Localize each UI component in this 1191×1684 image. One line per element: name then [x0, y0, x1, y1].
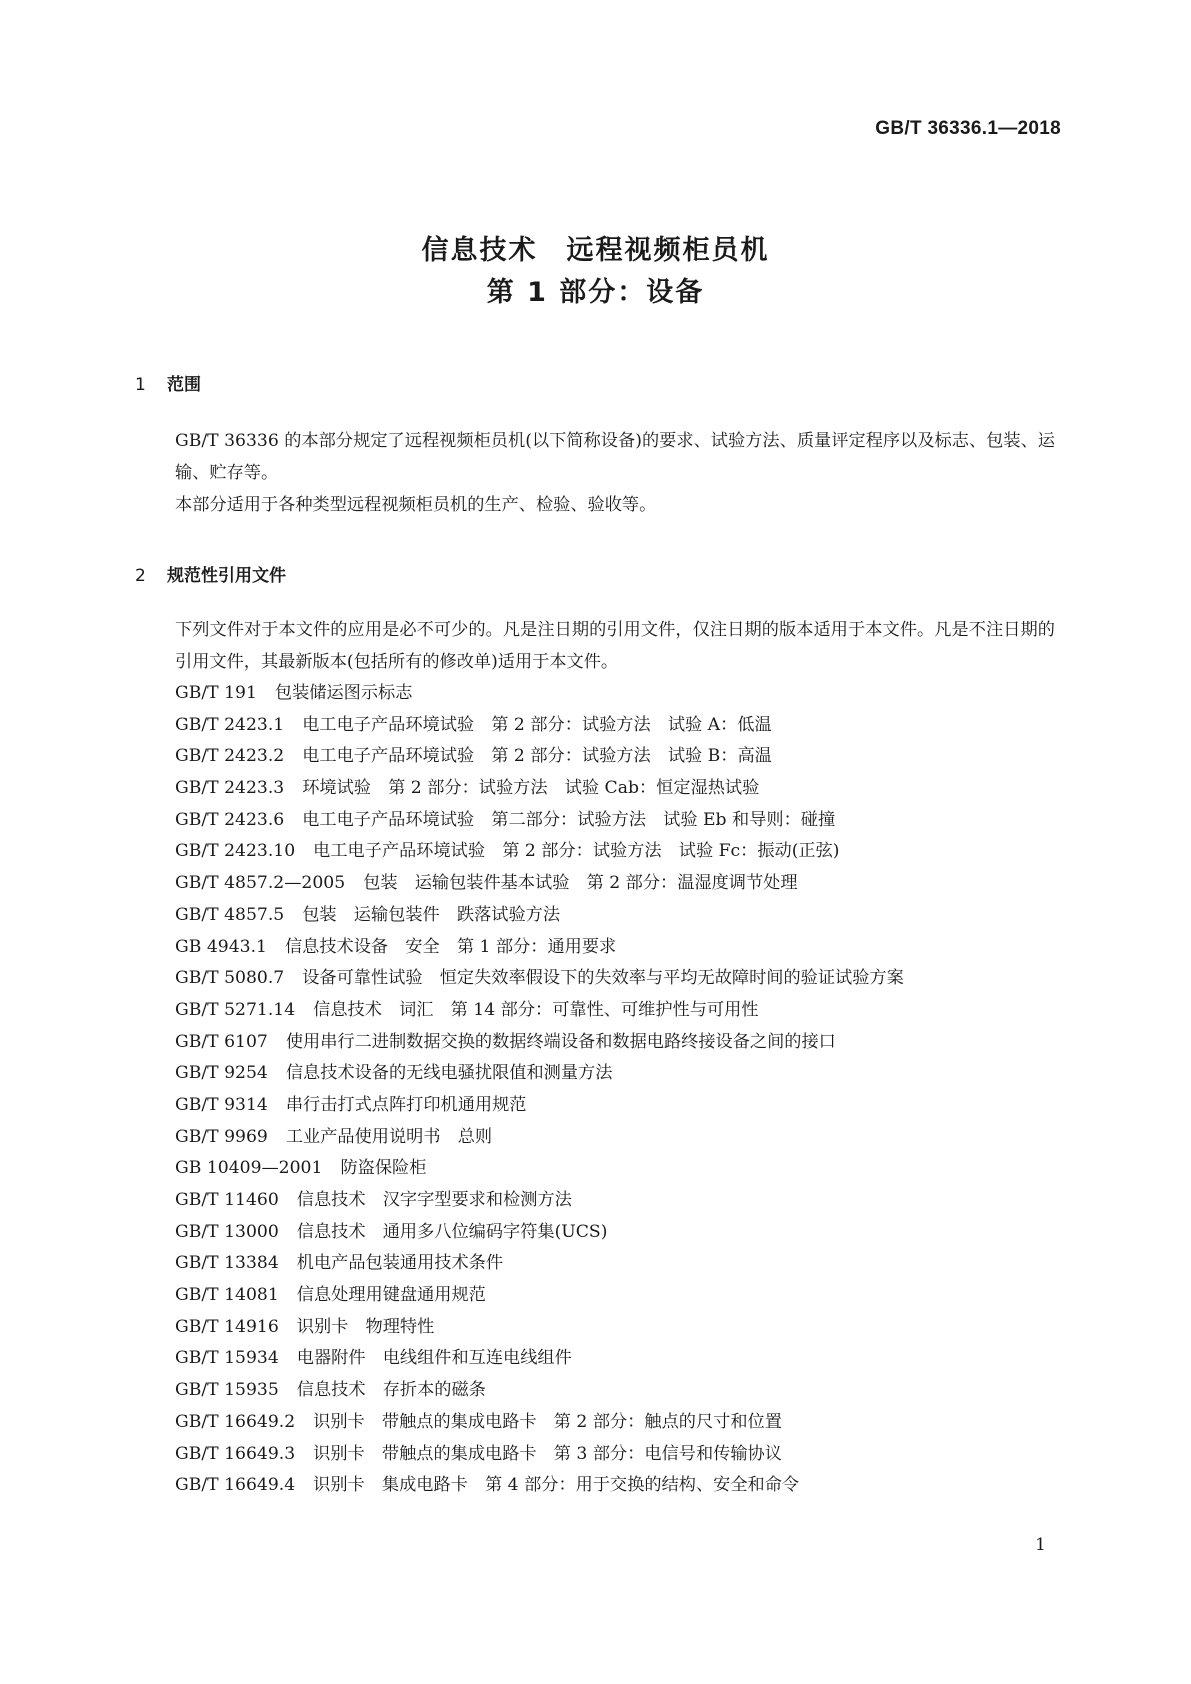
scope-paragraph-1: GB/T 36336 的本部分规定了远程视频柜员机(以下简称设备)的要求、试验方法、质量评定程序以及标志、包装、运输、贮存等。 — [175, 431, 1055, 483]
reference-title: 识别卡 带触点的集成电路卡 第 2 部分：触点的尺寸和位置 — [313, 1411, 782, 1432]
reference-item — [175, 710, 904, 742]
reference-title: 设备可靠性试验 恒定失效率假设下的失效率与平均无故障时间的验证试验方案 — [302, 968, 904, 989]
reference-code: GB/T 16649.4 — [175, 1475, 296, 1496]
reference-code: GB 10409—2001 — [175, 1158, 323, 1179]
reference-list — [175, 678, 904, 1502]
section-1-heading — [135, 370, 201, 395]
reference-code: GB/T 13000 — [175, 1221, 279, 1242]
reference-code: GB/T 2423.6 — [175, 809, 285, 830]
reference-code: GB/T 2423.2 — [175, 746, 285, 767]
reference-item — [175, 1312, 904, 1344]
reference-item — [175, 741, 904, 773]
reference-code: GB/T 191 — [175, 683, 257, 703]
document-title-line2: 第 1 部分：设备 — [486, 277, 705, 308]
reference-item — [175, 1185, 904, 1217]
reference-title: 识别卡 带触点的集成电路卡 第 3 部分：电信号和传输协议 — [313, 1443, 782, 1464]
reference-item — [175, 1439, 904, 1471]
reference-item — [175, 1027, 904, 1059]
reference-code: GB/T 11460 — [175, 1190, 279, 1210]
reference-title: 防盗保险柜 — [340, 1158, 427, 1179]
reference-title: 包装 运输包装件 跌落试验方法 — [302, 904, 561, 925]
reference-code: GB/T 6107 — [175, 1031, 268, 1052]
reference-item — [175, 1375, 904, 1407]
reference-item — [175, 1470, 904, 1502]
reference-code: GB/T 9254 — [175, 1063, 268, 1084]
reference-code: GB/T 14081 — [175, 1285, 279, 1306]
reference-title: 信息处理用键盘通用规范 — [296, 1285, 486, 1306]
reference-item — [175, 995, 904, 1027]
reference-title: 信息技术 存折本的磁条 — [296, 1380, 486, 1401]
standard-number: GB/T 36336.1—2018 — [875, 118, 1061, 139]
reference-item — [175, 1122, 904, 1154]
reference-code: GB/T 5271.14 — [175, 999, 296, 1020]
reference-item — [175, 773, 904, 805]
reference-title: 环境试验 第 2 部分：试验方法 试验 Cab：恒定湿热试验 — [302, 778, 760, 799]
reference-title: 信息技术设备的无线电骚扰限值和测量方法 — [285, 1063, 613, 1084]
reference-item — [175, 1248, 904, 1280]
reference-code: GB/T 9314 — [175, 1094, 268, 1115]
reference-item — [175, 932, 904, 964]
reference-code: GB/T 14916 — [175, 1316, 279, 1337]
reference-code: GB/T 5080.7 — [175, 968, 285, 989]
reference-item — [175, 836, 904, 868]
reference-title: 工业产品使用说明书 总则 — [285, 1126, 493, 1147]
reference-code: GB 4943.1 — [175, 936, 267, 957]
reference-item — [175, 1090, 904, 1122]
document-title-line1: 信息技术 远程视频柜员机 — [421, 235, 770, 266]
reference-title: 电工电子产品环境试验 第 2 部分：试验方法 试验 Fc：振动(正弦) — [313, 841, 840, 862]
reference-code: GB/T 15935 — [175, 1380, 279, 1401]
normative-references-intro: 下列文件对于本文件的应用是必不可少的。凡是注日期的引用文件，仅注日期的版本适用于本文件。凡是不注日期的引用文件，其最新版本(包括所有的修改单)适用于本文件。 — [175, 620, 1055, 672]
reference-code: GB/T 2423.1 — [175, 714, 285, 735]
reference-title: 信息技术设备 安全 第 1 部分：通用要求 — [284, 936, 617, 957]
reference-code: GB/T 13384 — [175, 1253, 279, 1274]
reference-item — [175, 868, 904, 900]
reference-title: 包装 运输包装件基本试验 第 2 部分：温湿度调节处理 — [363, 873, 798, 894]
section-2-intro — [135, 614, 1055, 678]
reference-item — [175, 1217, 904, 1249]
section-1-title: 范围 — [167, 375, 201, 395]
reference-title: 信息技术 词汇 第 14 部分：可靠性、可维护性与可用性 — [313, 999, 759, 1020]
reference-code: GB/T 4857.2—2005 — [175, 873, 346, 894]
reference-code: GB/T 16649.3 — [175, 1443, 296, 1464]
reference-title: 电器附件 电线组件和互连电线组件 — [296, 1348, 572, 1369]
reference-code: GB/T 9969 — [175, 1126, 268, 1147]
section-1-body — [135, 425, 1055, 521]
scope-paragraph-2: 本部分适用于各种类型远程视频柜员机的生产、检验、验收等。 — [175, 495, 657, 515]
section-2-title: 规范性引用文件 — [167, 566, 286, 586]
section-1-number: 1 — [135, 375, 146, 395]
reference-item — [175, 1407, 904, 1439]
reference-code: GB/T 2423.10 — [175, 841, 296, 862]
reference-item — [175, 805, 904, 837]
reference-item — [175, 1153, 904, 1185]
section-2-number: 2 — [135, 566, 146, 586]
reference-title: 识别卡 物理特性 — [296, 1316, 435, 1337]
reference-title: 包装储运图示标志 — [274, 683, 413, 703]
reference-item — [175, 1280, 904, 1312]
reference-item — [175, 963, 904, 995]
reference-item — [175, 900, 904, 932]
reference-title: 电工电子产品环境试验 第二部分：试验方法 试验 Eb 和导则：碰撞 — [302, 809, 836, 830]
reference-item — [175, 1058, 904, 1090]
reference-code: GB/T 16649.2 — [175, 1411, 296, 1432]
reference-title: 串行击打式点阵打印机通用规范 — [285, 1094, 527, 1115]
reference-title: 电工电子产品环境试验 第 2 部分：试验方法 试验 A：低温 — [302, 714, 772, 735]
reference-title: 机电产品包装通用技术条件 — [296, 1253, 504, 1274]
reference-title: 电工电子产品环境试验 第 2 部分：试验方法 试验 B：高温 — [302, 746, 772, 767]
page-number: 1 — [1035, 1535, 1046, 1555]
reference-title: 识别卡 集成电路卡 第 4 部分：用于交换的结构、安全和命令 — [313, 1475, 800, 1496]
reference-title: 信息技术 通用多八位编码字符集(UCS) — [296, 1221, 608, 1242]
reference-title: 信息技术 汉字字型要求和检测方法 — [296, 1190, 572, 1210]
reference-code: GB/T 2423.3 — [175, 778, 285, 799]
reference-title: 使用串行二进制数据交换的数据终端设备和数据电路终接设备之间的接口 — [285, 1031, 836, 1052]
section-2-heading — [135, 561, 286, 586]
reference-code: GB/T 15934 — [175, 1348, 279, 1369]
reference-code: GB/T 4857.5 — [175, 904, 285, 925]
reference-item — [175, 678, 904, 710]
reference-item — [175, 1343, 904, 1375]
